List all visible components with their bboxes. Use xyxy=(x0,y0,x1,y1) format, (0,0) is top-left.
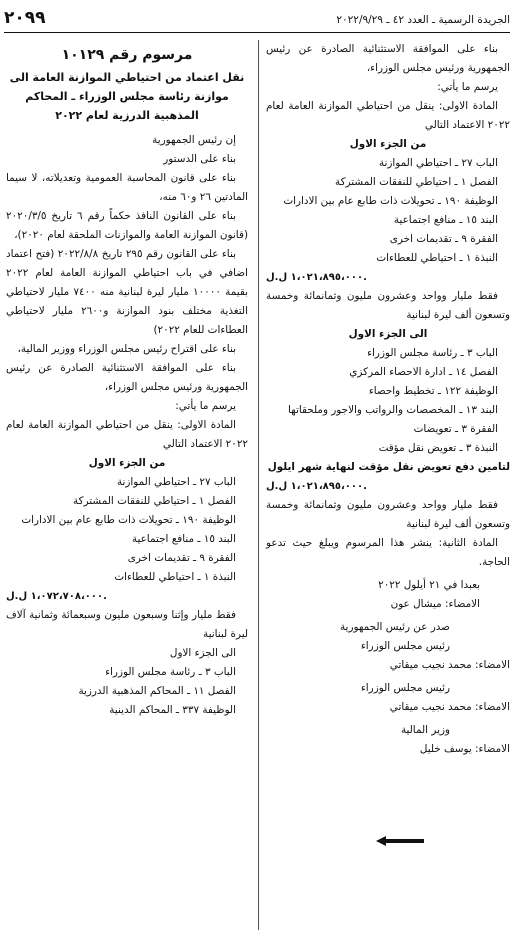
text-paragraph: البند ١٣ ـ المخصصات والرواتب والاجور وملحقاتها xyxy=(287,404,498,416)
page-number xyxy=(4,8,46,28)
decree-title: مرسوم رقم ١٠١٢٩ xyxy=(61,47,193,63)
text-paragraph: الفصل ١٤ ـ ادارة الاحصاء المركزي xyxy=(349,366,498,378)
text-paragraph: الفقرة ٩ ـ تقديمات اخرى xyxy=(127,552,236,564)
journal-issue-line: الجريدة الرسمية ـ العدد ٤٢ ـ ٢٠٢٢/٩/٢٩ xyxy=(336,14,510,26)
text-paragraph: الباب ٢٧ ـ احتياطي الموازنة xyxy=(378,157,498,169)
text-paragraph: بناء على الموافقة الاستثنائية الصادرة عن رئيس الجمهورية ورئيس مجلس الوزراء، xyxy=(266,43,510,74)
text-paragraph: لتامين دفع تعويض نقل مؤقت لنهاية شهر ايلول xyxy=(267,461,510,473)
text-paragraph: وزير المالية xyxy=(400,724,450,736)
text-paragraph: بناء على القانون رقم ٢٩٥ تاريخ ٢٠٢٢/٨/٨ (فتح اعتماد اضافي في باب احتياطي الموازنة العامة لعام ٢٠٢٢ بقيمة ١٠٠٠٠ مليار ليرة لبنانية منه ٧٤٠٠ مليار لاحتياطي التغذية مختلف بنود الموازنة و٢٦٠٠ مليار لاحتياطي العطاءات للعام ٢٠٢٢) xyxy=(6,248,248,336)
amount-line: ١،٠٢١،٨٩٥،٠٠٠ ل.ل. xyxy=(266,272,367,283)
text-paragraph: الباب ٢٧ ـ احتياطي الموازنة xyxy=(116,476,236,488)
text-paragraph: الوظيفة ١٢٢ ـ تخطيط واحصاء xyxy=(368,385,498,397)
text-paragraph: فقط مليار وواحد وعشرون مليون وثمانمائة وخمسة وتسعون ألف ليرة لبنانية xyxy=(266,290,510,321)
right-column xyxy=(266,40,510,759)
text-paragraph: إن رئيس الجمهورية xyxy=(152,134,236,146)
text-paragraph: البند ١٥ ـ منافع اجتماعية xyxy=(131,533,236,545)
text-paragraph: يرسم ما يأتي: xyxy=(437,81,498,93)
section-heading: من الجزء الاول xyxy=(349,138,427,150)
left-column xyxy=(6,40,248,720)
text-paragraph: النبذة ١ ـ احتياطي للعطاءات xyxy=(376,252,498,264)
section-heading: الى الجزء الاول xyxy=(348,328,428,340)
text-paragraph: بناء على قانون المحاسبة العمومية وتعديلاته، لا سيما المادتين ٢٦ و٦٠ منه، xyxy=(6,172,248,203)
page-number-text: ٢٠٩٩ xyxy=(4,8,46,28)
text-paragraph: صدر عن رئيس الجمهورية xyxy=(339,621,450,633)
amount-line: ١،٠٧٢،٧٠٨،٠٠٠ ل.ل. xyxy=(6,591,107,602)
text-paragraph: الفقرة ٣ ـ تعويضات xyxy=(413,423,498,435)
text-paragraph: بناء على القانون النافذ حكماً رقم ٦ تاريخ ٢٠٢٠/٣/٥ (قانون الموازنة العامة والموازنات الملحقة لعام ٢٠٢٠)، xyxy=(6,210,248,241)
text-paragraph: المادة الاولى: ينقل من احتياطي الموازنة العامة لعام ٢٠٢٢ الاعتماد التالي xyxy=(6,419,248,450)
text-paragraph: الباب ٣ ـ رئاسة مجلس الوزراء xyxy=(105,666,236,678)
text-paragraph: الفصل ١ ـ احتياطي للنفقات المشتركة xyxy=(73,495,236,507)
text-paragraph: الفصل ١ ـ احتياطي للنفقات المشتركة xyxy=(335,176,498,188)
text-paragraph: يرسم ما يأتي: xyxy=(175,400,236,412)
text-paragraph: الوظيفة ١٩٠ ـ تحويلات ذات طابع عام بين الادارات xyxy=(283,195,498,207)
text-paragraph: النبذة ٣ ـ تعويض نقل مؤقت xyxy=(378,442,498,454)
text-paragraph: الوظيفة ٣٣٧ ـ المحاكم الدينية xyxy=(109,704,236,716)
text-paragraph: بناء على الموافقة الاستثنائية الصادرة عن رئيس الجمهورية ورئيس مجلس الوزراء، xyxy=(6,362,248,393)
text-paragraph: المادة الاولى: ينقل من احتياطي الموازنة العامة لعام ٢٠٢٢ الاعتماد التالي xyxy=(266,100,510,131)
text-paragraph: الامضاء: محمد نجيب ميقاتي xyxy=(389,701,510,713)
text-paragraph: بناء على الدستور xyxy=(163,153,236,165)
text-paragraph: رئيس مجلس الوزراء xyxy=(360,682,450,694)
text-paragraph: بعبدا في ٢١ أيلول ٢٠٢٢ xyxy=(378,579,480,591)
column-divider xyxy=(258,40,259,930)
text-paragraph: الامضاء: ميشال عون xyxy=(390,598,480,610)
page-header xyxy=(4,6,510,33)
text-paragraph: الباب ٣ ـ رئاسة مجلس الوزراء xyxy=(367,347,498,359)
amount-line: ١،٠٢١،٨٩٥،٠٠٠ ل.ل. xyxy=(266,481,367,492)
text-paragraph: بناء على اقتراح رئيس مجلس الوزراء ووزير المالية، xyxy=(17,343,236,355)
end-of-decree-arrow-icon xyxy=(376,836,424,846)
text-paragraph: الامضاء: يوسف خليل xyxy=(419,743,510,755)
section-heading: من الجزء الاول xyxy=(88,457,166,469)
text-paragraph: المادة الثانية: ينشر هذا المرسوم ويبلغ حيث تدعو الحاجة. xyxy=(266,537,510,568)
text-paragraph: فقط مليار وواحد وعشرون مليون وثمانمائة وخمسة وتسعون ألف ليرة لبنانية xyxy=(266,499,510,530)
text-paragraph: النبذة ١ ـ احتياطي للعطاءات xyxy=(114,571,236,583)
text-paragraph: الى الجزء الاول xyxy=(169,647,236,659)
text-paragraph: البند ١٥ ـ منافع اجتماعية xyxy=(393,214,498,226)
text-paragraph: الوظيفة ١٩٠ ـ تحويلات ذات طابع عام بين الادارات xyxy=(21,514,236,526)
text-paragraph: الفقرة ٩ ـ تقديمات اخرى xyxy=(389,233,498,245)
text-paragraph: الفصل ١١ ـ المحاكم المذهبية الدرزية xyxy=(78,685,236,697)
text-paragraph: فقط مليار وإثنا وسبعون مليون وسبعمائة وثمانية آلاف ليرة لبنانية xyxy=(6,609,248,640)
text-paragraph: رئيس مجلس الوزراء xyxy=(360,640,450,652)
left-column-body xyxy=(6,131,248,720)
decree-subtitle: نقل اعتماد من احتياطي الموازنة العامة الى موازنة رئاسة مجلس الوزراء ـ المحاكم المذهبية الدرزية لعام ٢٠٢٢ xyxy=(9,71,245,122)
text-paragraph: الامضاء: محمد نجيب ميقاتي xyxy=(389,659,510,671)
